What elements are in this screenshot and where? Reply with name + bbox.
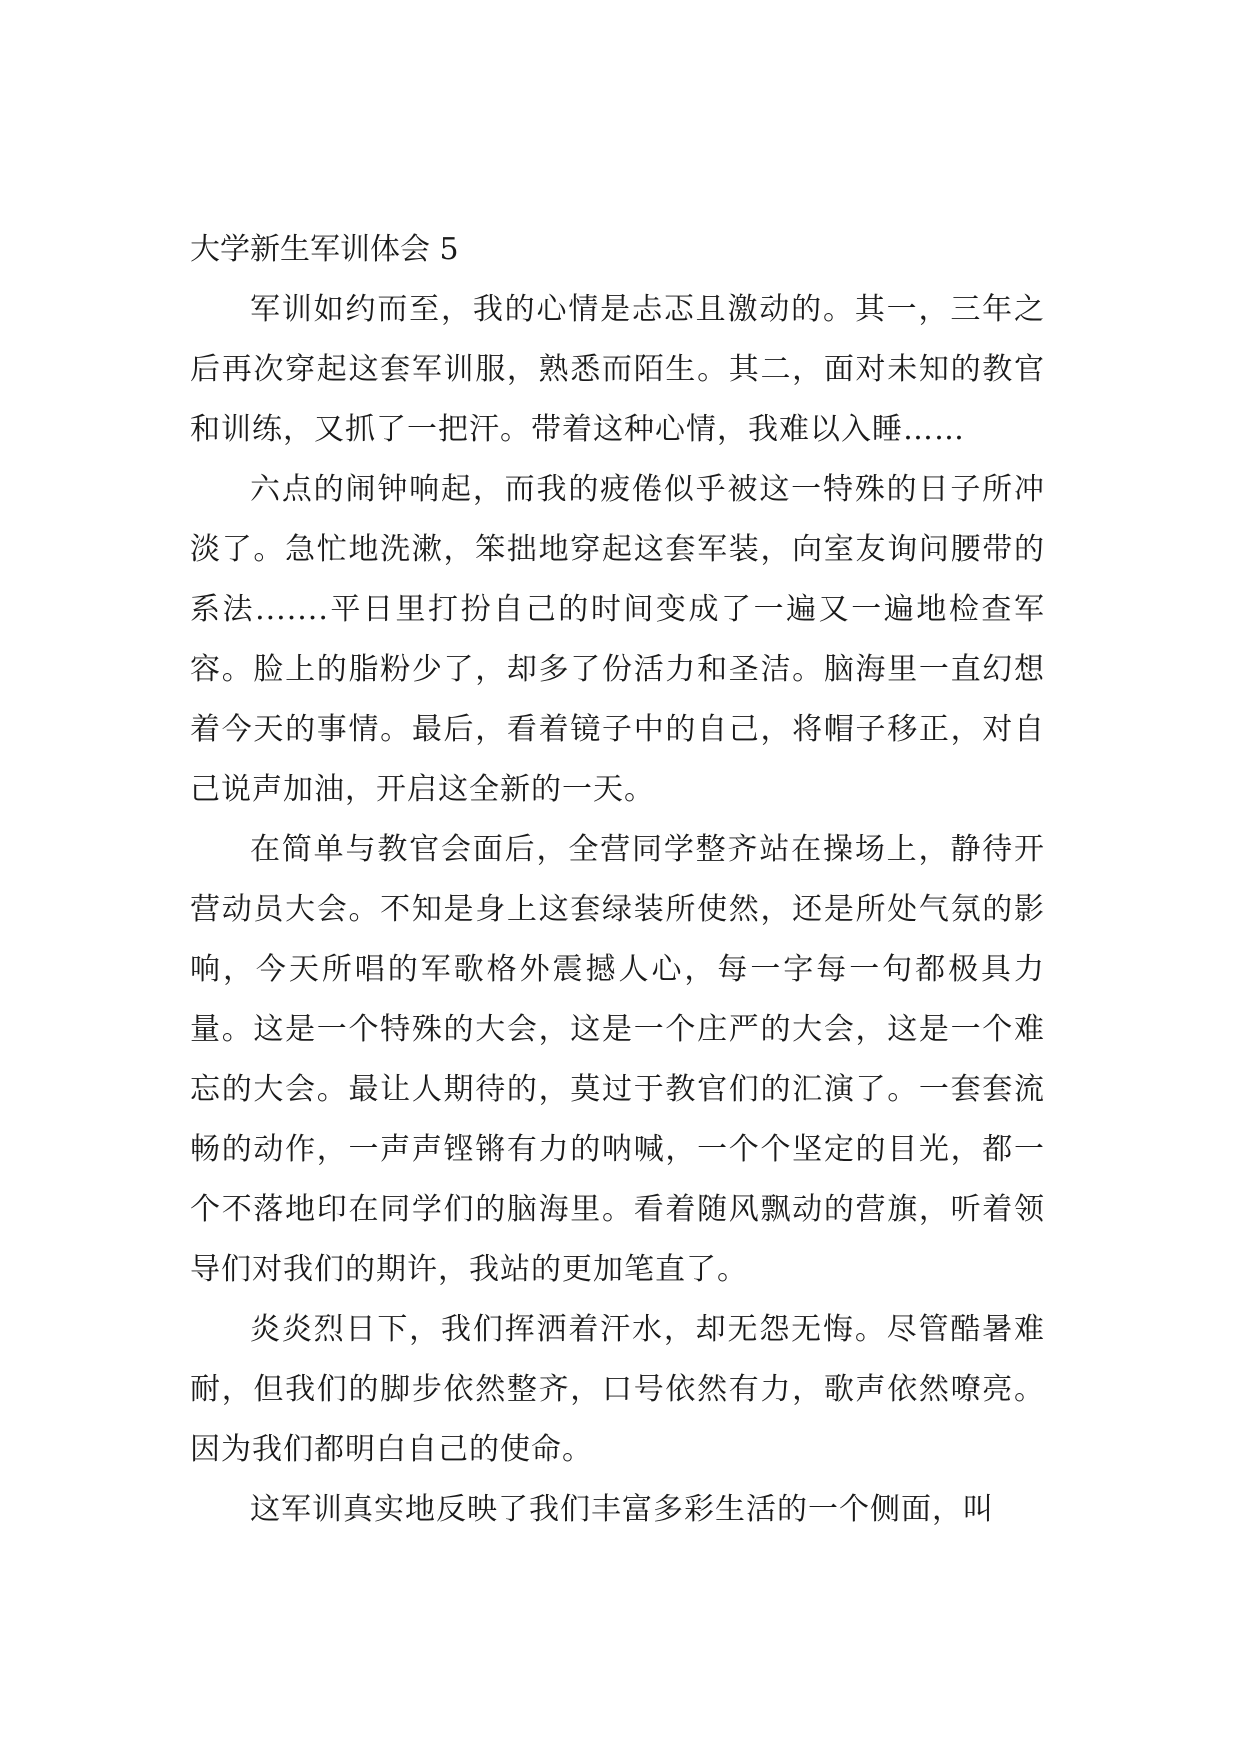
document-title: 大学新生军训体会 5	[190, 232, 459, 267]
paragraph-2: 六点的闹钟响起，而我的疲倦似乎被这一特殊的日子所冲淡了。急忙地洗漱，笨拙地穿起这套军装，向室友询问腰带的系法.......平日里打扮自己的时间变成了一遍又一遍地检查军容。脸上的脂粉少了，却多了份活力和圣洁。脑海里一直幻想着今天的事情。最后，看着镜子中的自己，将帽子移正，对自己说声加油，开启这全新的一天。	[190, 472, 1045, 807]
document-body	[190, 220, 1045, 1540]
paragraph-3: 在简单与教官会面后，全营同学整齐站在操场上，静待开营动员大会。不知是身上这套绿装所使然，还是所处气氛的影响，今天所唱的军歌格外震撼人心，每一字每一句都极具力量。这是一个特殊的大会，这是一个庄严的大会，这是一个难忘的大会。最让人期待的，莫过于教官们的汇演了。一套套流畅的动作，一声声铿锵有力的呐喊，一个个坚定的目光，都一个不落地印在同学们的脑海里。看着随风飘动的营旗，听着领导们对我们的期许，我站的更加笔直了。	[190, 832, 1045, 1287]
paragraph-4: 炎炎烈日下，我们挥洒着汗水，却无怨无悔。尽管酷暑难耐，但我们的脚步依然整齐，口号依然有力，歌声依然嘹亮。因为我们都明白自己的使命。	[190, 1312, 1045, 1467]
paragraph-1: 军训如约而至，我的心情是忐忑且激动的。其一，三年之后再次穿起这套军训服，熟悉而陌生。其二，面对未知的教官和训练，又抓了一把汗。带着这种心情，我难以入睡……	[190, 292, 1045, 447]
paragraph-5: 这军训真实地反映了我们丰富多彩生活的一个侧面，叫	[250, 1492, 994, 1527]
